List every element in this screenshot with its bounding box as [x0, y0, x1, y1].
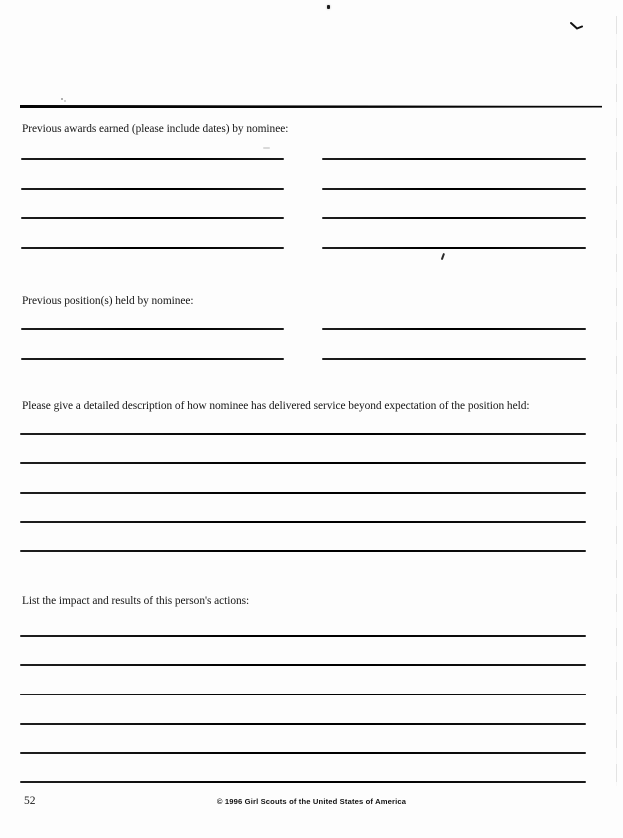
write-line[interactable] [21, 217, 284, 219]
write-line[interactable] [20, 433, 586, 435]
impact-write-lines [20, 608, 586, 783]
scan-artifact-smudge [263, 147, 270, 149]
write-line[interactable] [322, 358, 586, 360]
impact-section-label: List the impact and results of this person's actions: [22, 595, 250, 607]
page-number: 52 [24, 795, 36, 807]
write-line[interactable] [20, 664, 586, 666]
write-row [20, 695, 586, 724]
write-row [21, 160, 586, 190]
write-row [20, 435, 586, 464]
write-line[interactable] [20, 752, 586, 754]
write-line[interactable] [20, 521, 586, 523]
write-line[interactable] [20, 462, 586, 464]
positions-write-lines [21, 301, 586, 360]
write-line[interactable] [20, 550, 586, 552]
write-line[interactable] [322, 188, 586, 190]
write-line[interactable] [322, 247, 586, 249]
write-row [20, 523, 586, 552]
write-row [21, 219, 586, 249]
write-line[interactable] [20, 723, 586, 725]
write-line[interactable] [21, 247, 284, 249]
section-divider-rule [20, 105, 602, 108]
positions-section-label: Previous position(s) held by nominee: [22, 295, 194, 307]
write-row [20, 725, 586, 754]
write-row [20, 608, 586, 637]
write-line[interactable] [21, 188, 284, 190]
write-row [21, 190, 586, 220]
awards-write-lines [21, 131, 586, 249]
write-row [20, 637, 586, 666]
write-line[interactable] [21, 328, 284, 330]
scan-edge-line [616, 16, 617, 786]
write-line[interactable] [322, 217, 586, 219]
write-row [21, 330, 586, 360]
scan-artifact-dots [61, 98, 63, 100]
copyright-line: © 1996 Girl Scouts of the United States of America [216, 797, 407, 806]
write-line[interactable] [322, 158, 586, 160]
scan-artifact-comma [441, 253, 445, 260]
write-line[interactable] [21, 358, 284, 360]
description-write-lines [20, 406, 586, 552]
write-line[interactable] [20, 635, 586, 637]
write-line[interactable] [20, 492, 586, 494]
write-line[interactable] [20, 781, 586, 783]
write-row [20, 494, 586, 523]
write-row [20, 666, 586, 695]
awards-section-label: Previous awards earned (please include dates) by nominee: [22, 123, 289, 135]
scan-artifact-speck [327, 5, 330, 9]
write-row [20, 754, 586, 783]
description-section-label: Please give a detailed description of how nominee has delivered service beyond expectation of the position held: [22, 400, 530, 412]
write-line[interactable] [322, 328, 586, 330]
write-row [21, 131, 586, 161]
write-line[interactable] [21, 158, 284, 160]
write-row [21, 301, 586, 331]
write-row [20, 406, 586, 435]
write-row [20, 464, 586, 493]
scan-artifact-tick-mark [570, 19, 585, 37]
